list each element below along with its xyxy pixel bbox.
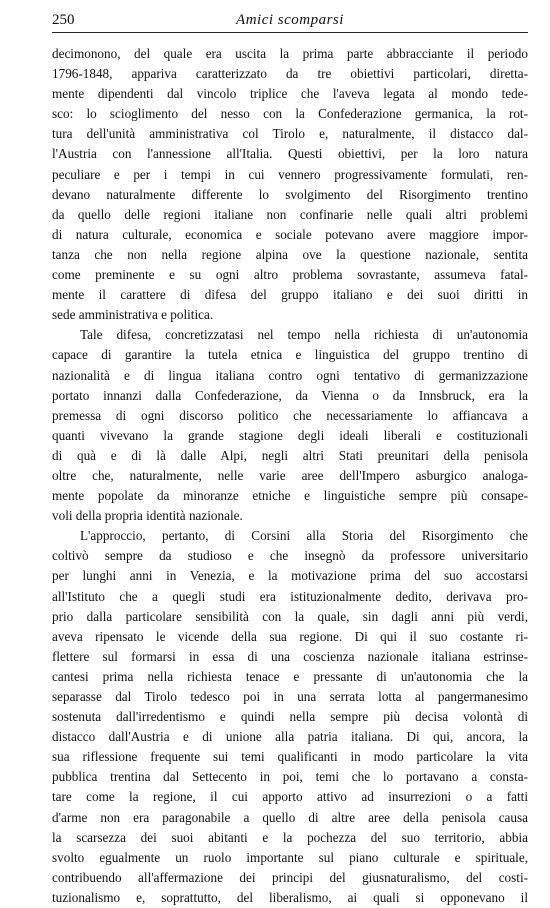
text-line: premessa di ogni discorso politico che necessariamente lo affiancava a <box>52 407 528 423</box>
text-line: capace di garantire la tutela etnica e linguistica del gruppo trentino di <box>52 347 528 363</box>
text-line: mente il carattere di difesa del gruppo italiano e dei suoi diritti in <box>52 287 528 303</box>
text-line: devano naturalmente differente lo svolgimento del Risorgimento trentino <box>52 186 528 202</box>
text-line: quanti vivevano la grande stagione degli ideali liberali e costituzionali <box>52 427 528 443</box>
paragraph <box>52 44 528 325</box>
text-line: coltivò sempre da studioso e che insegnò da professore universitario <box>52 548 528 564</box>
text-line: tuzionalismo e, soprattutto, del liberalismo, ai quali si opponevano il <box>52 889 528 905</box>
text-line: voli della propria identità nazionale. <box>52 508 243 524</box>
text-line: separasse dal Tirolo tedesco poi in una serrata lotta al pangermanesimo <box>52 689 528 704</box>
text-line: 1796-1848, appariva caratterizzato da tre obiettivi particolari, diretta- <box>52 66 528 82</box>
text-line: flettere sul formarsi in essa di una coscienza nazionale italiana estrinse- <box>52 648 528 664</box>
text-line: d'arme non era paragonabile a quello di altre aree della penisola causa <box>52 809 528 825</box>
text-line: peculiare e per i tempi in cui vennero progressivamente formulati, ren- <box>52 166 528 182</box>
paragraph <box>52 526 528 908</box>
text-line: prio dalla particolare sensibilità con la quale, sin dagli anni più verdi, <box>52 608 528 624</box>
text-line: di natura culturale, economica e sociale potevano avere maggiore impor- <box>52 226 528 242</box>
text-line: l'Austria con l'annessione all'Italia. Questi obiettivi, per la loro natura <box>52 146 528 162</box>
text-line: sua riflessione frequente sui temi qualificanti in modo particolare la vita <box>52 749 528 765</box>
text-line: come preminente e su ogni altro problema sovrastante, assumeva fatal- <box>52 267 528 283</box>
text-line: distacco dall'Austria e di unione alla patria italiana. Di qui, ancora, la <box>52 729 528 745</box>
text-line: per lunghi anni in Venezia, e la motivazione prima del suo accostarsi <box>52 568 528 584</box>
text-line: sede amministrativa e politica. <box>52 307 214 323</box>
text-line: contribuendo all'affermazione dei principi del giusnaturalismo, del costi- <box>52 869 528 885</box>
text-line: portato innanzi dalla Confederazione, da Vienna o da Innsbruck, era la <box>52 387 528 403</box>
text-line: da quello delle regioni italiane non confinarie nelle quali altri problemi <box>52 206 528 222</box>
text-line: L'approccio, pertanto, di Corsini alla Storia del Risorgimento che <box>80 528 528 544</box>
page-number: 250 <box>52 12 75 28</box>
paragraph <box>52 325 528 526</box>
text-line: tura dell'unità amministrativa col Tirolo e, naturalmente, il distacco dal- <box>52 126 528 142</box>
text-line: nazionalità e di lingua italiana contro ogni tentativo di germanizzazione <box>52 367 528 383</box>
text-line: tanza che non nella regione alpina ove la questione nazionale, sentita <box>52 246 528 262</box>
text-line: svolto egualmente un ruolo importante sul piano culturale e spirituale, <box>52 849 528 865</box>
text-line: mente dipendenti dal vincolo triplice che l'aveva legata al mondo tede- <box>52 86 528 102</box>
page-header <box>52 10 528 33</box>
text-line: sostenuta dall'irredentismo e quindi nella sempre più decisa volontà di <box>52 709 528 725</box>
body-text <box>52 44 528 908</box>
text-line: Tale difesa, concretizzatasi nel tempo nella richiesta di un'autonomia <box>80 327 528 343</box>
text-line: tare come la regione, il cui apporto attivo ad insurrezioni o a fatti <box>52 789 528 805</box>
text-line: pubblica trentina dal Settecento in poi, temi che lo portavano a consta- <box>52 769 528 785</box>
text-line: sco: lo scioglimento del nesso con la Confederazione germanica, la rot- <box>52 106 528 122</box>
text-line: cantesi prima nella richiesta tenace e pressante di un'autonomia che la <box>52 668 528 684</box>
text-line: aveva ripensato le vicende della sua regione. Di qui il suo costante ri- <box>52 628 528 644</box>
text-line: di quà e di là dalle Alpi, negli altri Stati preunitari della penisola <box>52 447 528 463</box>
text-line: all'Istituto che a quegli studi era istituzionalmente dedito, derivava pro- <box>52 588 528 604</box>
text-line: mente popolate da minoranze etniche e linguistiche sempre più consape- <box>52 488 528 504</box>
text-line: la scarsezza dei suoi abitanti e la pochezza del suo territorio, abbia <box>52 829 528 845</box>
text-line: decimonono, del quale era uscita la prima parte abbracciante il periodo <box>52 46 528 61</box>
running-title: Amici scomparsi <box>236 12 344 28</box>
text-line: oltre che, naturalmente, nelle varie aree dell'Impero asburgico analoga- <box>52 467 528 483</box>
